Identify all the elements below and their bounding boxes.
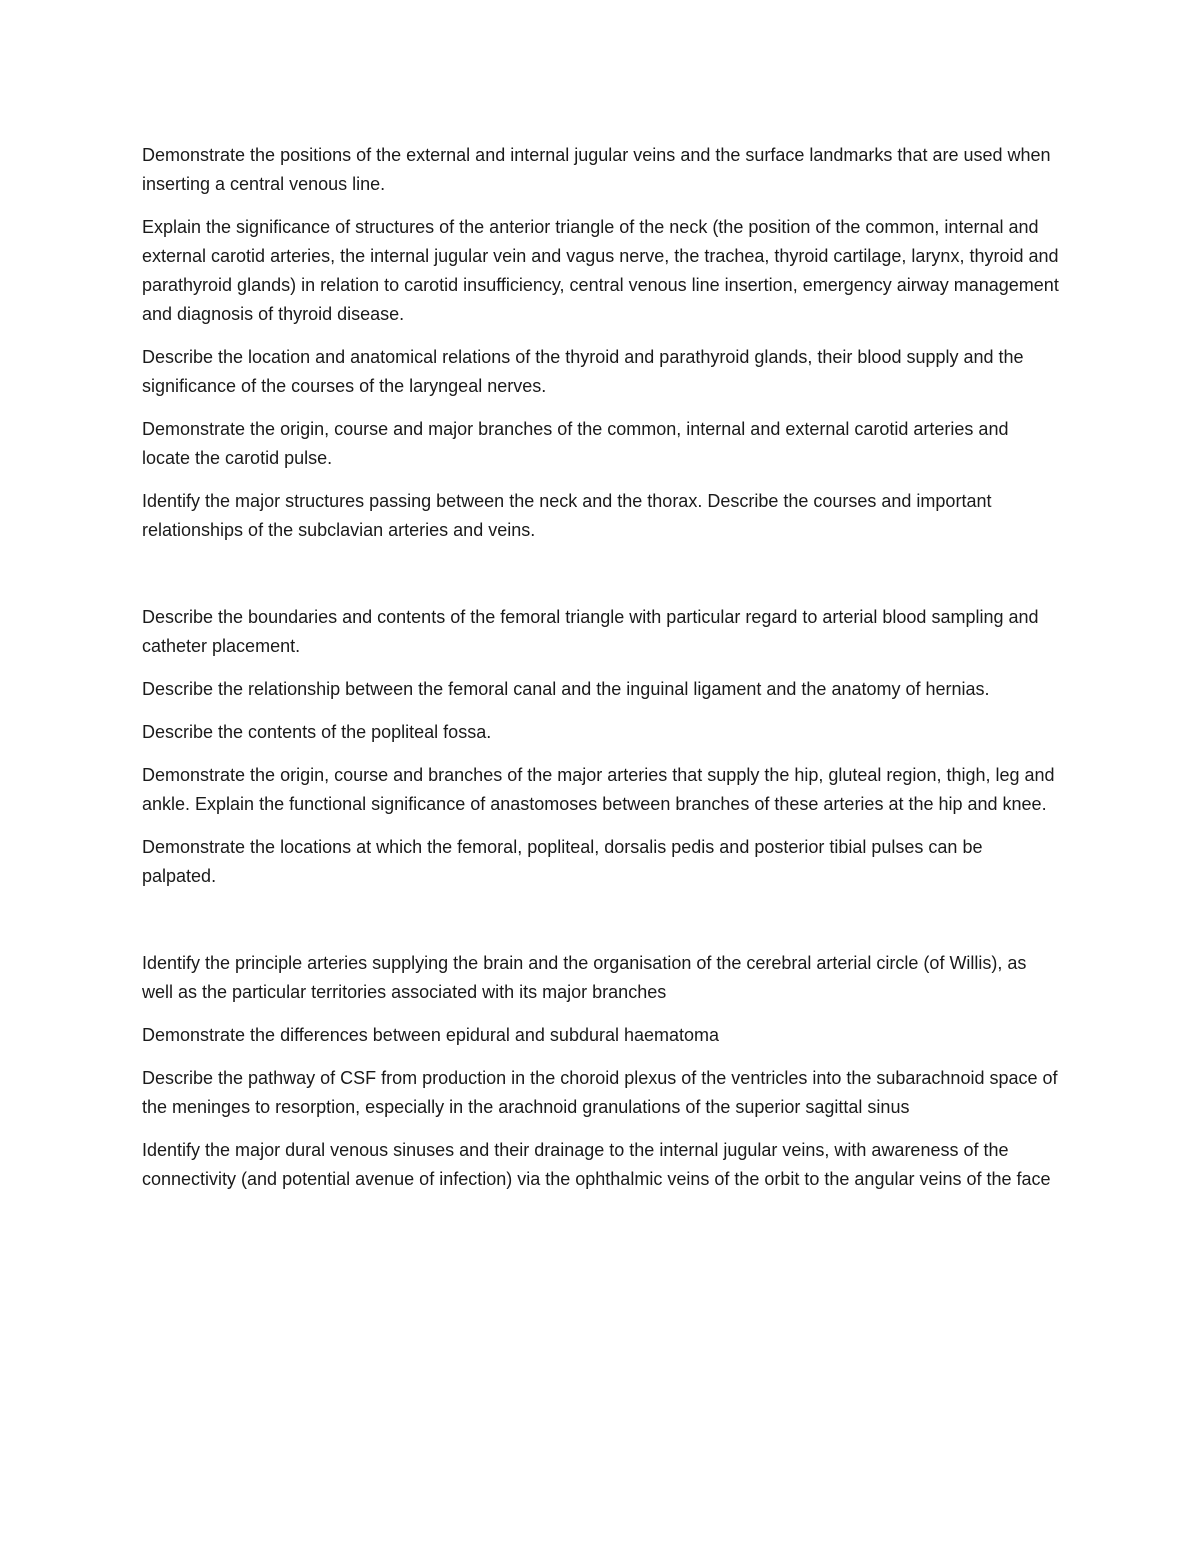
section-spacer — [142, 559, 1060, 603]
paragraph: Identify the major dural venous sinuses and their drainage to the internal jugular veins, with awareness of the connectivity (and potential avenue of infection) via the ophthalmic veins of the orbit to the angular veins of the face — [142, 1140, 1051, 1189]
paragraph: Demonstrate the origin, course and major branches of the common, internal and external carotid arteries and locate the carotid pulse. — [142, 419, 1009, 468]
document-body — [142, 141, 1060, 1208]
paragraph: Demonstrate the differences between epidural and subdural haematoma — [142, 1025, 720, 1045]
paragraph: Demonstrate the locations at which the femoral, popliteal, dorsalis pedis and posterior tibial pulses can be palpated. — [142, 837, 983, 886]
paragraph: Explain the significance of structures of the anterior triangle of the neck (the position of the common, internal and external carotid arteries, the internal jugular vein and vagus nerve, the trachea, thyroid cartilage, larynx, thyroid and parathyroid glands) in relation to carotid insufficiency, central venous line insertion, emergency airway management and diagnosis of thyroid disease. — [142, 217, 1059, 324]
paragraph: Identify the principle arteries supplying the brain and the organisation of the cerebral arterial circle (of Willis), as well as the particular territories associated with its major branches — [142, 953, 1027, 1002]
paragraph: Demonstrate the positions of the external and internal jugular veins and the surface landmarks that are used when inserting a central venous line. — [142, 145, 1051, 194]
paragraph: Demonstrate the origin, course and branches of the major arteries that supply the hip, gluteal region, thigh, leg and ankle. Explain the functional significance of anastomoses between branches of these arteries at the hip and knee. — [142, 765, 1055, 814]
paragraph: Describe the pathway of CSF from production in the choroid plexus of the ventricles into the subarachnoid space of the meninges to resorption, especially in the arachnoid granulations of the superior sagittal sinus — [142, 1068, 1058, 1117]
paragraph: Describe the relationship between the femoral canal and the inguinal ligament and the anatomy of hernias. — [142, 679, 990, 699]
section-lower-limb — [142, 603, 1060, 891]
section-neck — [142, 141, 1060, 545]
section-spacer — [142, 905, 1060, 949]
paragraph: Describe the contents of the popliteal fossa. — [142, 722, 492, 742]
paragraph: Describe the location and anatomical relations of the thyroid and parathyroid glands, their blood supply and the significance of the courses of the laryngeal nerves. — [142, 347, 1024, 396]
paragraph: Describe the boundaries and contents of the femoral triangle with particular regard to arterial blood sampling and catheter placement. — [142, 607, 1039, 656]
paragraph: Identify the major structures passing between the neck and the thorax. Describe the courses and important relationships of the subclavian arteries and veins. — [142, 491, 992, 540]
section-head — [142, 949, 1060, 1194]
